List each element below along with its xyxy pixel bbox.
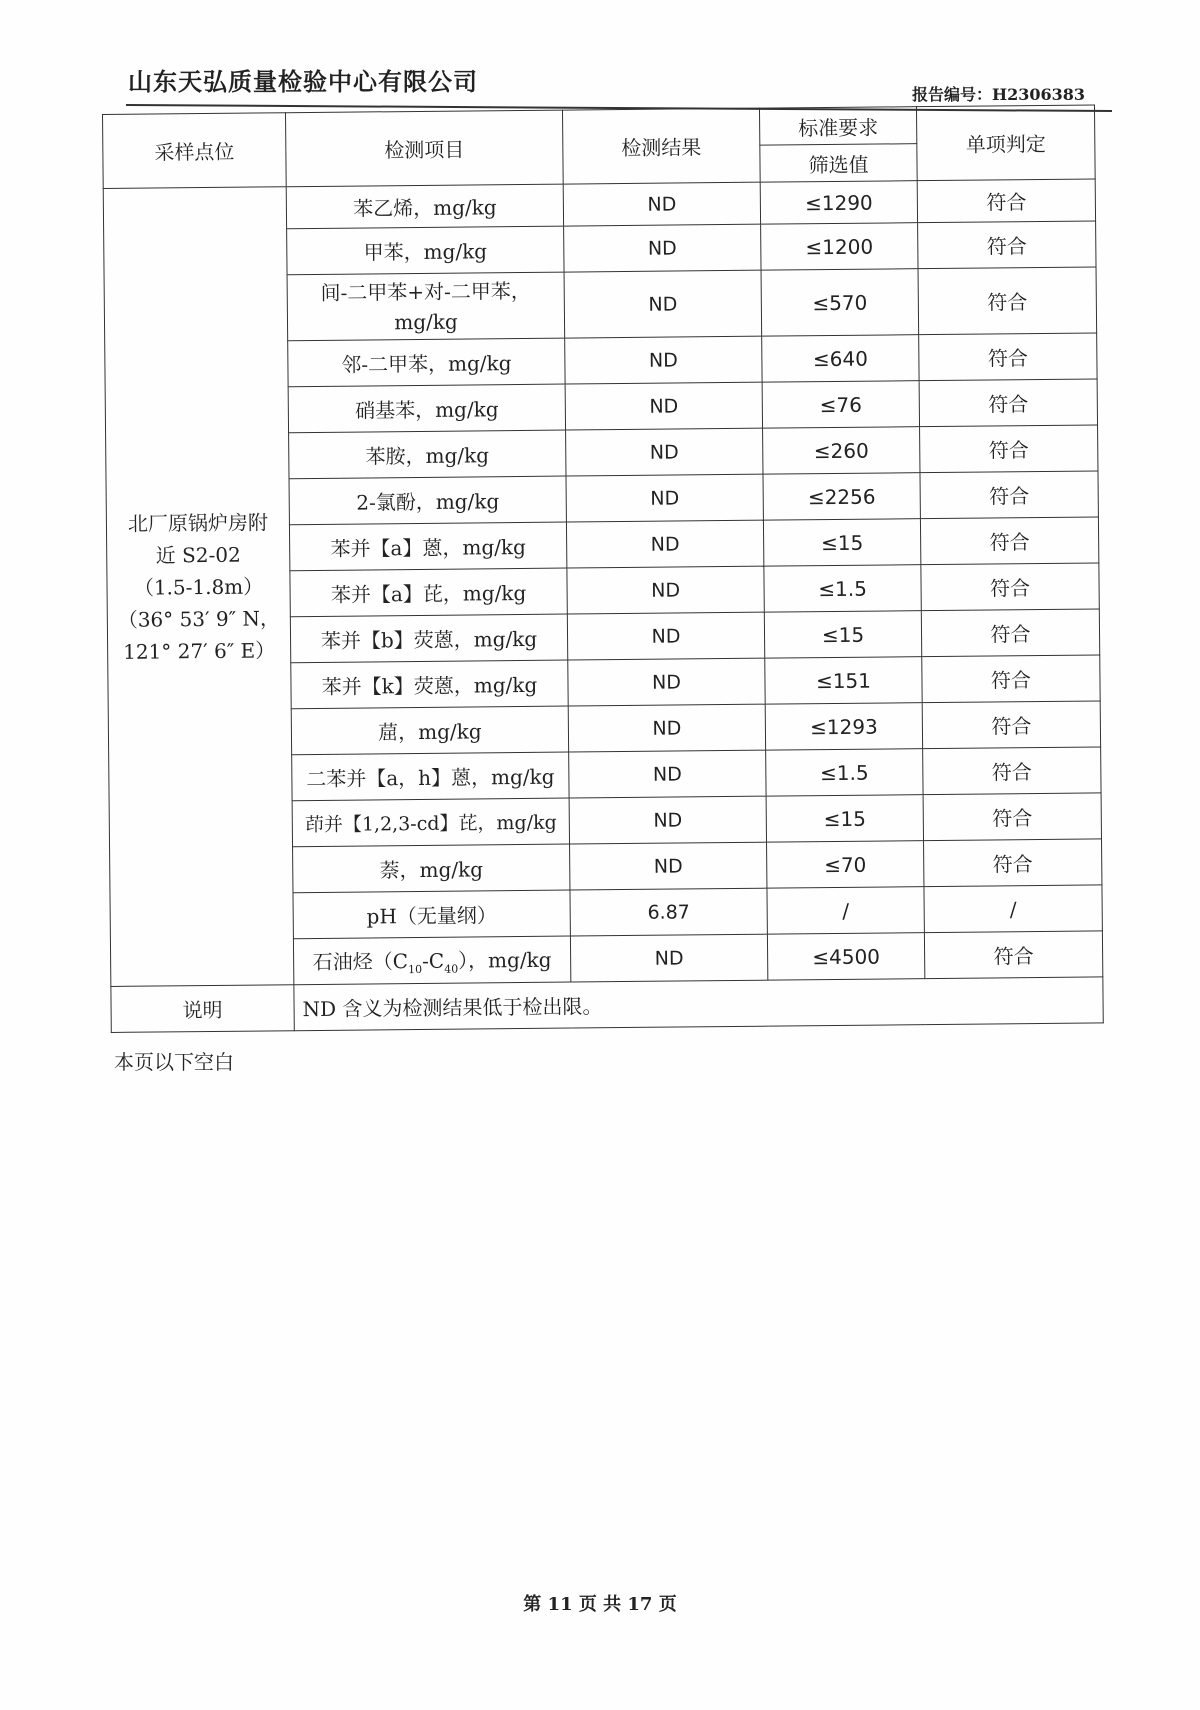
standard-value: ≤260 <box>763 427 920 475</box>
test-result: ND <box>566 428 763 476</box>
test-result: ND <box>564 270 762 338</box>
test-result: 6.87 <box>570 888 767 936</box>
test-result: ND <box>565 336 762 384</box>
test-result: ND <box>569 796 766 844</box>
test-item: 苯并【a】蒽，mg/kg <box>289 522 566 571</box>
judgement: 符合 <box>919 333 1097 381</box>
note-label: 说明 <box>111 985 294 1033</box>
site-line: （36° 53′ 9″ N， <box>117 605 281 632</box>
header-standard: 标准要求 <box>759 107 916 146</box>
test-result: ND <box>565 382 762 430</box>
report-number: 报告编号：H2306383 <box>912 85 1086 104</box>
judgement: 符合 <box>917 179 1095 223</box>
results-table-wrapper <box>102 104 1104 1032</box>
standard-value: ≤1200 <box>761 223 918 271</box>
test-item: 苯并【a】芘，mg/kg <box>290 568 567 617</box>
standard-value: ≤1290 <box>760 181 917 225</box>
sampling-site-cell <box>103 187 294 987</box>
test-result: ND <box>568 658 765 706</box>
judgement: 符合 <box>923 793 1101 841</box>
test-item: 间-二甲苯+对-二甲苯，mg/kg <box>287 272 565 341</box>
test-item: 茚并【1,2,3-cd】芘，mg/kg <box>292 798 569 847</box>
test-item: 二苯并【a，h】蒽，mg/kg <box>292 752 569 801</box>
note-text: ND 含义为检测结果低于检出限。 <box>294 977 1103 1031</box>
judgement: 符合 <box>920 517 1098 565</box>
standard-value: ≤15 <box>763 519 920 567</box>
header-result: 检测结果 <box>562 108 760 184</box>
standard-value: ≤70 <box>767 841 924 889</box>
standard-value: ≤640 <box>762 335 919 383</box>
test-item: 䓛，mg/kg <box>291 706 568 755</box>
test-item: 苯并【k】荧蒽，mg/kg <box>291 660 568 709</box>
test-item: 萘，mg/kg <box>293 844 570 893</box>
standard-value: ≤76 <box>762 381 919 429</box>
test-item <box>293 936 570 985</box>
judgement: 符合 <box>918 221 1096 269</box>
item-subscript: 10 <box>408 962 423 977</box>
judgement: 符合 <box>921 609 1099 657</box>
standard-value: ≤1.5 <box>766 749 923 797</box>
header-item: 检测项目 <box>285 110 563 187</box>
results-table <box>102 104 1104 1032</box>
test-result: ND <box>568 704 765 752</box>
standard-value: ≤1293 <box>765 703 922 751</box>
judgement: 符合 <box>920 471 1098 519</box>
standard-value: ≤2256 <box>763 473 920 521</box>
site-line: 北厂原锅炉房附 <box>127 509 269 536</box>
standard-value: ≤570 <box>761 269 919 337</box>
test-result: ND <box>570 934 767 982</box>
judgement: 符合 <box>922 701 1100 749</box>
page-number: 第 11 页 共 17 页 <box>523 1594 677 1615</box>
test-item: pH（无量纲） <box>293 890 570 939</box>
test-result: ND <box>569 750 766 798</box>
site-line: 121° 27′ 6″ E） <box>123 637 276 664</box>
site-line: （1.5-1.8m） <box>133 573 264 600</box>
standard-value: ≤15 <box>766 795 923 843</box>
test-item: 2-氯酚，mg/kg <box>289 476 566 525</box>
standard-value: ≤4500 <box>767 933 924 981</box>
test-result: ND <box>564 224 761 272</box>
test-result: ND <box>566 474 763 522</box>
judgement: 符合 <box>922 655 1100 703</box>
test-result: ND <box>563 182 760 226</box>
judgement: 符合 <box>919 379 1097 427</box>
standard-value: ≤151 <box>765 657 922 705</box>
company-name: 山东天弘质量检验中心有限公司 <box>128 68 478 96</box>
test-item: 硝基苯，mg/kg <box>288 384 565 433</box>
standard-value: / <box>767 887 924 935</box>
test-result: ND <box>567 612 764 660</box>
test-item: 苯并【b】荧蒽，mg/kg <box>290 614 567 663</box>
test-result: ND <box>570 842 767 890</box>
judgement: 符合 <box>920 425 1098 473</box>
item-prefix: 石油烃（C <box>312 949 409 975</box>
item-mid: -C <box>421 948 445 973</box>
item-subscript: 40 <box>444 962 459 976</box>
standard-value: ≤1.5 <box>764 565 921 613</box>
test-item: 甲苯，mg/kg <box>287 226 564 275</box>
judgement: 符合 <box>924 839 1102 887</box>
judgement: 符合 <box>924 931 1102 979</box>
judgement: 符合 <box>921 563 1099 611</box>
test-item: 邻-二甲苯，mg/kg <box>288 338 565 387</box>
standard-value: ≤15 <box>764 611 921 659</box>
test-result: ND <box>566 520 763 568</box>
header-standard-sub: 筛选值 <box>760 144 917 183</box>
judgement: / <box>924 885 1102 933</box>
test-result: ND <box>567 566 764 614</box>
judgement: 符合 <box>918 267 1097 335</box>
item-suffix: ），mg/kg <box>457 947 552 973</box>
header-site: 采样点位 <box>103 113 287 189</box>
test-item: 苯胺，mg/kg <box>289 430 566 479</box>
test-item: 苯乙烯，mg/kg <box>286 184 563 229</box>
page-blank-note: 本页以下空白 <box>114 1050 234 1074</box>
header-judgement: 单项判定 <box>916 105 1095 181</box>
site-line: 近 S2-02 <box>155 542 241 568</box>
judgement: 符合 <box>923 747 1101 795</box>
